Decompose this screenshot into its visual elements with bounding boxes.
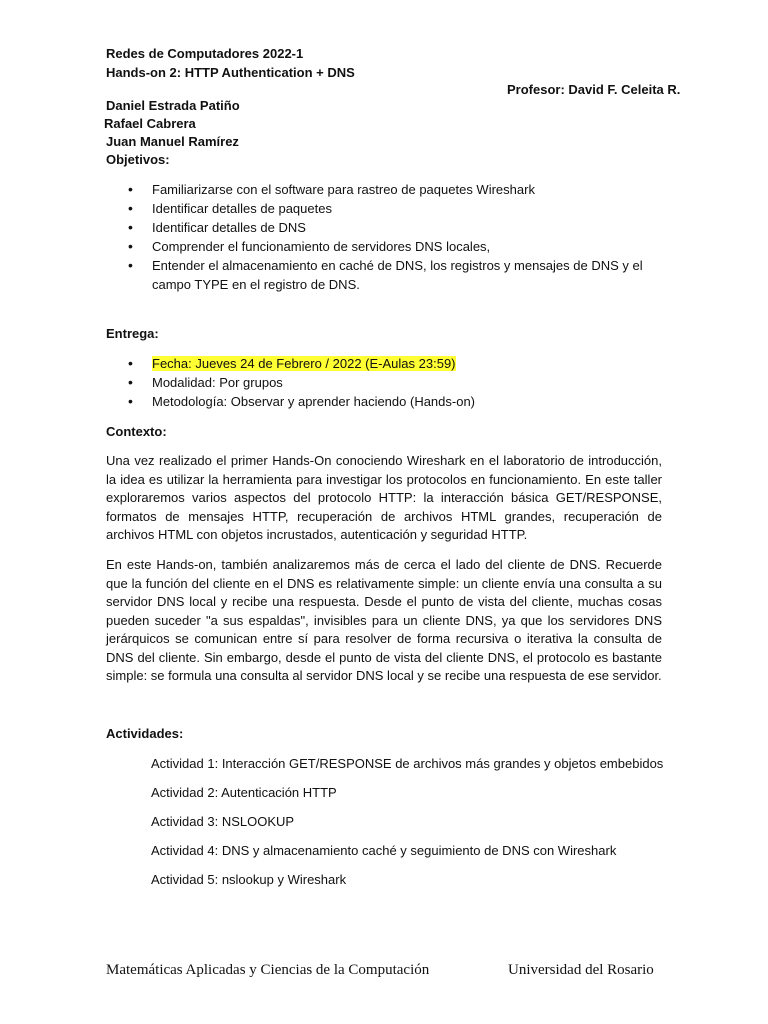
author-3: Juan Manuel Ramírez	[106, 134, 239, 149]
objective-item: • Entender el almacenamiento en caché de DNS, los registros y mensajes de DNS y el campo TYPE en el registro de DNS.	[128, 256, 662, 294]
handson-title: Hands-on 2: HTTP Authentication + DNS	[106, 65, 355, 80]
delivery-heading: Entrega:	[106, 326, 159, 341]
activity-item: Actividad 4: DNS y almacenamiento caché y seguimiento de DNS con Wireshark	[151, 843, 617, 858]
context-paragraph-1: Una vez realizado el primer Hands-On conociendo Wireshark en el laboratorio de introducción, la idea es utilizar la herramienta para investigar los protocolos en funcionamiento. En este taller exploraremos varios aspectos del protocolo HTTP: la interacción básica GET/RESPONSE, formatos de mensajes HTTP, recuperación de archivos HTML grandes, recuperación de archivos HTML con objetos incrustados, autenticación y seguridad HTTP.	[106, 453, 662, 542]
highlighted-date: Fecha: Jueves 24 de Febrero / 2022 (E-Aulas 23:59)	[152, 356, 456, 371]
author-2: Rafael Cabrera	[104, 116, 196, 131]
objective-item: • Identificar detalles de DNS	[128, 218, 662, 237]
author-1: Daniel Estrada Patiño	[106, 98, 240, 113]
objectives-list	[128, 180, 662, 294]
professor-name: Profesor: David F. Celeita R.	[507, 82, 681, 97]
delivery-item: • Modalidad: Por grupos	[128, 373, 475, 392]
activity-item: Actividad 5: nslookup y Wireshark	[151, 872, 347, 887]
course-title: Redes de Computadores 2022-1	[106, 46, 304, 61]
objective-item: • Comprender el funcionamiento de servidores DNS locales,	[128, 237, 662, 256]
activity-item: Actividad 2: Autenticación HTTP	[151, 785, 337, 800]
objective-item: • Familiarizarse con el software para rastreo de paquetes Wireshark	[128, 180, 662, 199]
delivery-item: • Metodología: Observar y aprender haciendo (Hands-on)	[128, 392, 475, 411]
delivery-item-date	[128, 354, 475, 373]
activities-heading: Actividades:	[106, 726, 184, 741]
objective-item: • Identificar detalles de paquetes	[128, 199, 662, 218]
footer-department: Matemáticas Aplicadas y Ciencias de la Computación	[106, 962, 430, 978]
footer-university: Universidad del Rosario	[508, 962, 654, 978]
objectives-heading: Objetivos:	[106, 152, 170, 167]
activity-item: Actividad 3: NSLOOKUP	[151, 814, 295, 829]
delivery-list	[128, 354, 475, 411]
activity-item: Actividad 1: Interacción GET/RESPONSE de archivos más grandes y objetos embebidos	[151, 756, 664, 771]
context-paragraph-2: En este Hands-on, también analizaremos más de cerca el lado del cliente de DNS. Recuerde que la función del cliente en el DNS es relativamente simple: un cliente envía una consulta a su servidor DNS local y recibe una respuesta. Desde el punto de vista del cliente, muchas cosas pueden suceder "a sus espaldas", invisibles para un cliente DNS, ya que los servidores DNS jerárquicos se comunican entre sí para resolver de forma recursiva o iterativa la consulta de DNS del cliente. Sin embargo, desde el punto de vista del cliente DNS, el protocolo es bastante simple: se formula una consulta al servidor DNS local y se recibe una respuesta de ese servidor.	[106, 557, 662, 683]
context-heading: Contexto:	[106, 424, 167, 439]
